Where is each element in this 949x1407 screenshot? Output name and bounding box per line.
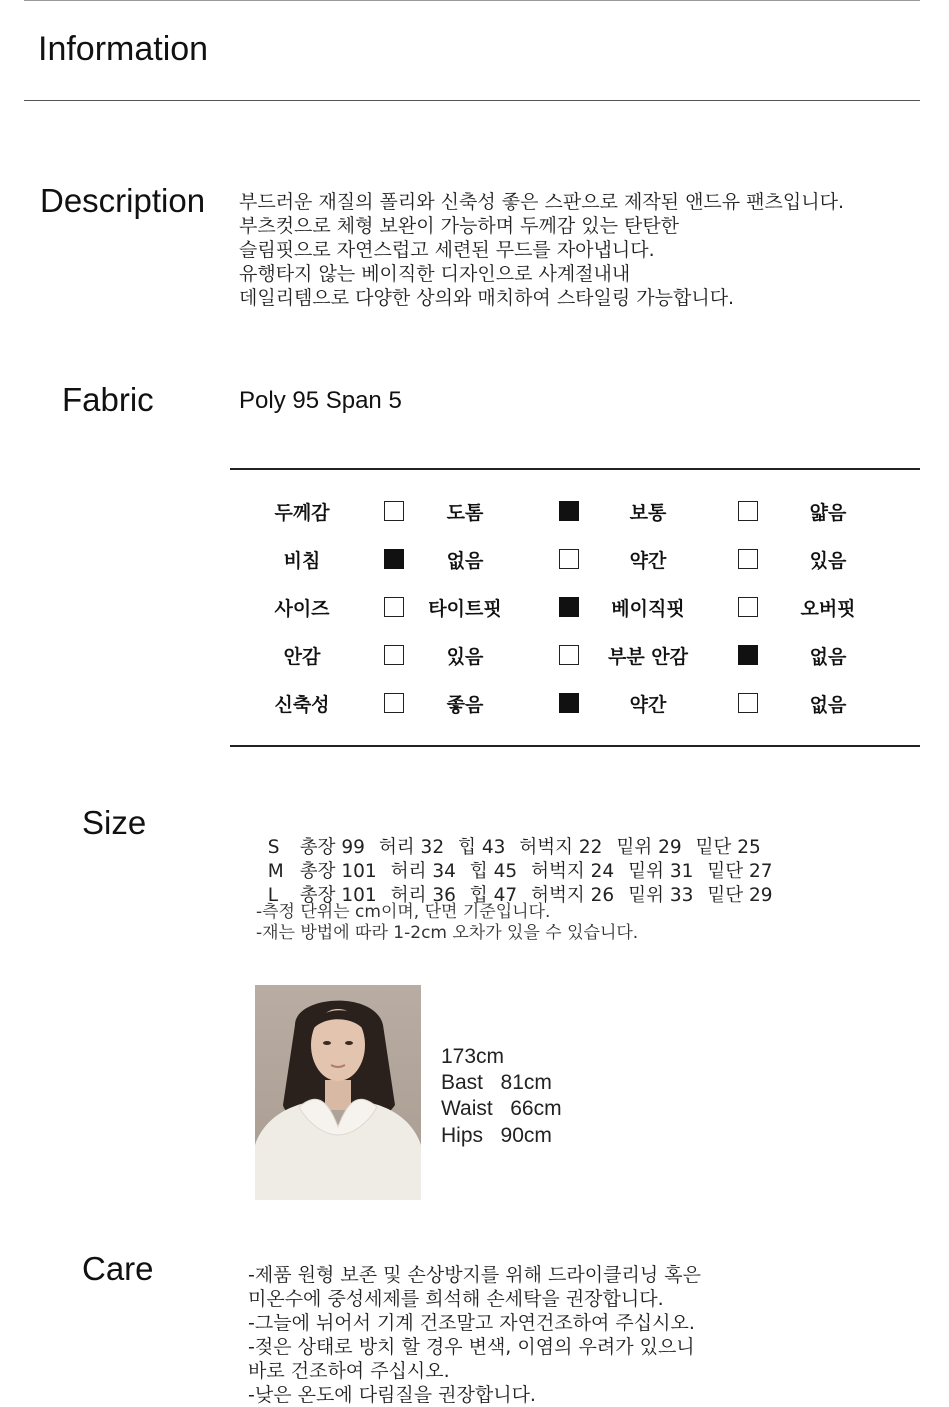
size-value: 허리 36 — [390, 885, 456, 906]
size-note: -측정 단위는 cm이며, 단면 기준입니다. — [256, 902, 551, 922]
description-line: 유행타지 않는 베이직한 디자인으로 사계절내내 — [239, 263, 631, 285]
checkbox[interactable] — [384, 501, 404, 521]
checkbox[interactable] — [559, 549, 579, 569]
size-value: 총장 101 — [299, 861, 377, 882]
size-value: 밑위 29 — [616, 837, 682, 858]
attr-option: 없음 — [446, 550, 484, 572]
attr-option: 없음 — [809, 694, 847, 716]
attr-option: 보통 — [629, 502, 667, 524]
attr-label: 비침 — [283, 550, 321, 572]
checkbox[interactable] — [384, 549, 404, 569]
care-line: -낮은 온도에 다림질을 권장합니다. — [248, 1384, 536, 1406]
page-title: Information — [38, 30, 209, 68]
description-line: 슬림핏으로 자연스럽고 세련된 무드를 자아냅니다. — [239, 239, 655, 261]
description-line: 부드러운 재질의 폴리와 신축성 좋은 스판으로 제작된 앤드유 팬츠입니다. — [239, 191, 844, 213]
model-bust: Bast 81cm — [441, 1071, 552, 1094]
fabric-table-top-rule — [230, 468, 920, 470]
attr-option: 타이트핏 — [428, 598, 502, 620]
header-divider — [24, 100, 920, 101]
care-line: 바로 건조하여 주십시오. — [248, 1360, 450, 1382]
top-divider — [24, 0, 920, 1]
fabric-table-bottom-rule — [230, 745, 920, 747]
attr-option: 베이직핏 — [611, 598, 685, 620]
attr-row-lining — [230, 642, 920, 690]
attr-option: 오버핏 — [800, 598, 856, 620]
size-label: S — [267, 837, 280, 858]
size-value: 허벅지 26 — [531, 885, 615, 906]
size-value: 힙 43 — [458, 837, 506, 858]
size-value: 밑단 27 — [707, 861, 773, 882]
size-value: 허벅지 24 — [531, 861, 615, 882]
attr-row-fit — [230, 594, 920, 642]
checkbox[interactable] — [559, 501, 579, 521]
attr-row-thickness — [230, 498, 920, 546]
description-title: Description — [40, 182, 206, 219]
size-label: L — [267, 885, 279, 906]
attr-label: 두께감 — [274, 502, 330, 524]
fabric-composition: Poly 95 Span 5 — [239, 387, 402, 414]
checkbox[interactable] — [384, 693, 404, 713]
checkbox[interactable] — [738, 597, 758, 617]
care-line: -그늘에 뉘어서 기계 건조말고 자연건조하여 주십시오. — [248, 1312, 695, 1334]
model-height: 173cm — [441, 1045, 505, 1068]
checkbox[interactable] — [384, 597, 404, 617]
size-value: 허리 34 — [390, 861, 456, 882]
size-value: 밑위 31 — [628, 861, 694, 882]
checkbox[interactable] — [738, 693, 758, 713]
size-value: 허벅지 22 — [519, 837, 603, 858]
attr-option: 약간 — [629, 694, 667, 716]
attr-option: 있음 — [809, 550, 847, 572]
checkbox[interactable] — [738, 645, 758, 665]
care-title: Care — [82, 1250, 154, 1287]
attr-option: 부분 안감 — [607, 646, 689, 668]
attr-row-stretch — [230, 690, 920, 738]
attr-option: 있음 — [446, 646, 484, 668]
checkbox[interactable] — [559, 645, 579, 665]
size-value: 허리 32 — [378, 837, 445, 858]
description-line: 데일리템으로 다양한 상의와 매치하여 스타일링 가능합니다. — [239, 287, 735, 309]
attr-row-sheerness — [230, 546, 920, 594]
attr-label: 신축성 — [274, 694, 330, 716]
attr-option: 얇음 — [809, 502, 847, 524]
care-line: -젖은 상태로 방치 할 경우 변색, 이염의 우려가 있으니 — [248, 1336, 695, 1358]
attr-label: 사이즈 — [274, 598, 330, 620]
model-hips: Hips 90cm — [441, 1124, 552, 1147]
checkbox[interactable] — [559, 693, 579, 713]
size-label: M — [267, 861, 284, 882]
size-value: 총장 99 — [299, 837, 365, 858]
model-photo — [255, 985, 421, 1200]
size-value: 밑위 33 — [628, 885, 694, 906]
attr-option: 없음 — [809, 646, 847, 668]
model-waist: Waist 66cm — [441, 1097, 562, 1120]
attr-option: 좋음 — [446, 694, 484, 716]
care-line: -제품 원형 보존 및 손상방지를 위해 드라이클리닝 혹은 — [248, 1264, 701, 1286]
size-value: 밑단 29 — [707, 885, 773, 906]
checkbox[interactable] — [559, 597, 579, 617]
checkbox[interactable] — [738, 549, 758, 569]
model-illustration — [255, 985, 421, 1200]
size-title: Size — [82, 804, 147, 841]
care-line: 미온수에 중성세제를 희석해 손세탁을 권장합니다. — [248, 1288, 664, 1310]
size-value: 밑단 25 — [695, 837, 761, 858]
attr-label: 안감 — [283, 646, 321, 668]
size-value: 힙 45 — [469, 861, 518, 882]
size-note: -재는 방법에 따라 1-2cm 오차가 있을 수 있습니다. — [256, 923, 639, 943]
checkbox[interactable] — [384, 645, 404, 665]
attr-option: 약간 — [629, 550, 667, 572]
size-value: 총장 101 — [299, 885, 377, 906]
fabric-title: Fabric — [62, 381, 154, 418]
size-value: 힙 47 — [469, 885, 518, 906]
description-line: 부츠컷으로 체형 보완이 가능하며 두께감 있는 탄탄한 — [239, 215, 680, 237]
attr-option: 도톰 — [446, 502, 484, 524]
checkbox[interactable] — [738, 501, 758, 521]
